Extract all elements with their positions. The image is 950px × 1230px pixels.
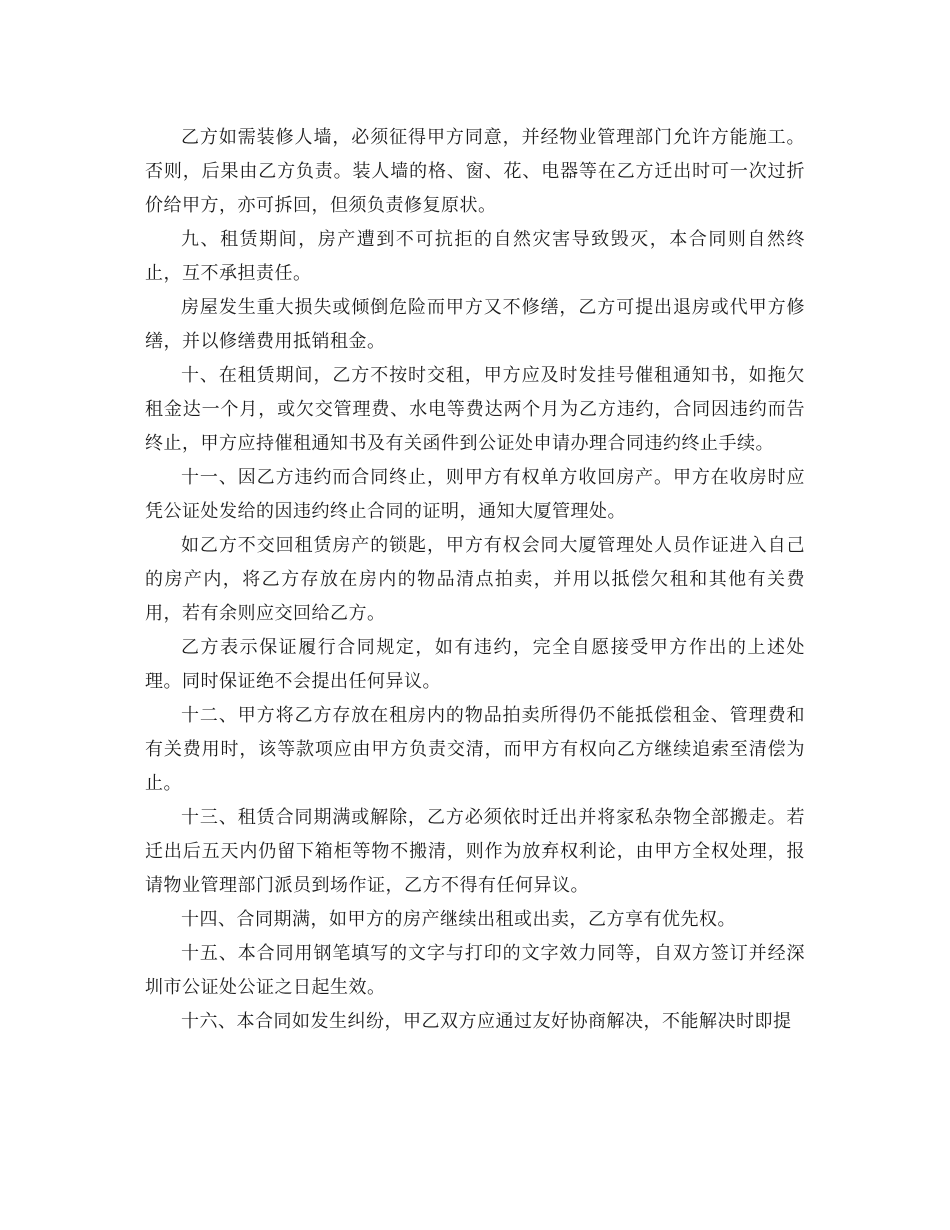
paragraph: 十四、合同期满，如甲方的房产继续出租或出卖，乙方享有优先权。 <box>181 909 736 930</box>
paragraph: 十一、因乙方违约而合同终止，则甲方有权单方收回房产。甲方在收房时应凭公证处发给的因违约终止合同的证明，通知大厦管理处。 <box>145 467 805 522</box>
paragraph: 十、在租赁期间，乙方不按时交租，甲方应及时发挂号催租通知书，如拖欠租金达一个月，或欠交管理费、水电等费达两个月为乙方违约，合同因违约而告终止，甲方应持催租通知书及有关函件到公证处申请办理合同违约终止手续。 <box>145 365 805 454</box>
paragraph: 十五、本合同用钢笔填写的文字与打印的文字效力同等，自双方签订并经深圳市公证处公证之日起生效。 <box>145 943 805 998</box>
paragraph: 乙方如需装修人墙，必须征得甲方同意，并经物业管理部门允许方能施工。否则，后果由乙方负责。装人墙的格、窗、花、电器等在乙方迁出时可一次过折价给甲方，亦可拆回，但须负责修复原状。 <box>145 127 805 216</box>
document-body <box>145 121 805 1039</box>
paragraph: 九、租赁期间，房产遭到不可抗拒的自然灾害导致毁灭，本合同则自然终止，互不承担责任。 <box>145 229 805 284</box>
paragraph: 乙方表示保证履行合同规定，如有违约，完全自愿接受甲方作出的上述处理。同时保证绝不会提出任何异议。 <box>145 637 805 692</box>
paragraph: 十二、甲方将乙方存放在租房内的物品拍卖所得仍不能抵偿租金、管理费和有关费用时，该等款项应由甲方负责交清，而甲方有权向乙方继续追索至清偿为止。 <box>145 705 805 794</box>
paragraph: 房屋发生重大损失或倾倒危险而甲方又不修缮，乙方可提出退房或代甲方修缮，并以修缮费用抵销租金。 <box>145 297 805 352</box>
paragraph: 如乙方不交回租赁房产的锁匙，甲方有权会同大厦管理处人员作证进入自己的房产内，将乙方存放在房内的物品清点拍卖，并用以抵偿欠租和其他有关费用，若有余则应交回给乙方。 <box>145 535 805 624</box>
paragraph: 十三、租赁合同期满或解除，乙方必须依时迁出并将家私杂物全部搬走。若迁出后五天内仍留下箱柜等物不搬清，则作为放弃权利论，由甲方全权处理，报请物业管理部门派员到场作证，乙方不得有任何异议。 <box>145 807 805 896</box>
paragraph: 十六、本合同如发生纠纷，甲乙双方应通过友好协商解决，不能解决时即提 <box>181 1011 792 1032</box>
